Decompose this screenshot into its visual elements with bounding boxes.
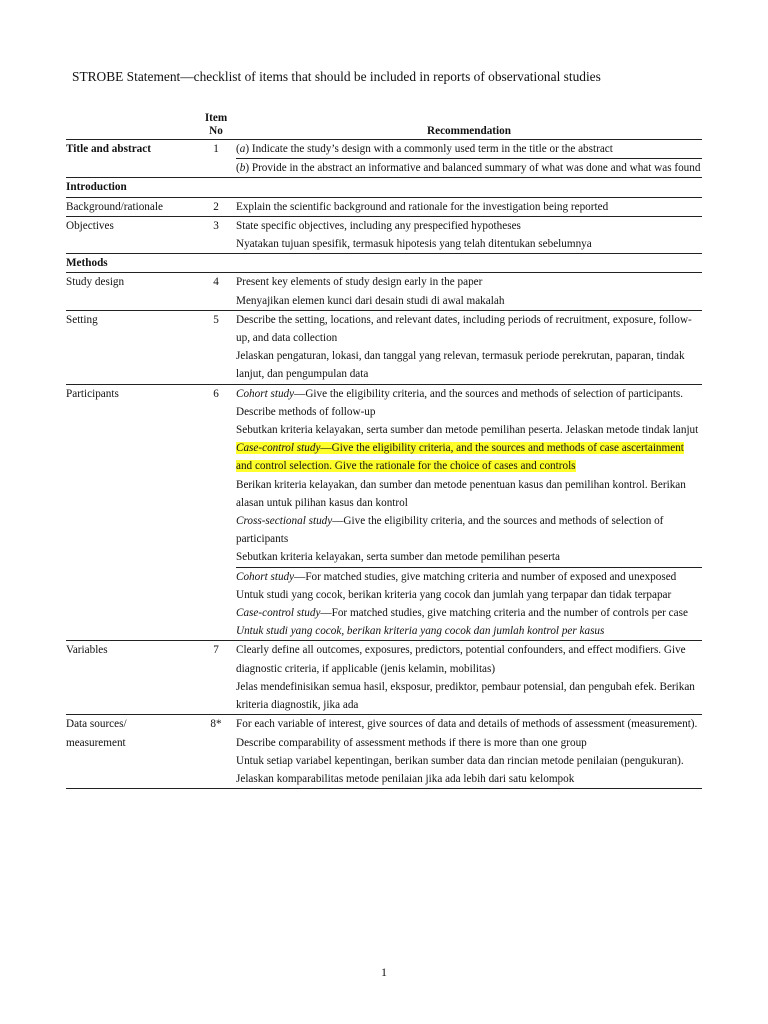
participants-part-b (236, 568, 702, 641)
row-recommendation (236, 216, 702, 253)
row-label (66, 715, 196, 789)
row-label-line2: measurement (66, 736, 126, 749)
recommendation-text: Clearly define all outcomes, exposures, predictors, potential confounders, and effect modifiers. Give diagnostic criteria, if applicable (jenis kelamin, mobilitas) (236, 644, 686, 675)
recommendation-b: (b) Provide in the abstract an informative and balanced summary of what was done and what was found (236, 162, 701, 175)
recommendation-translation: Jelas mendefinisikan semua hasil, eksposur, prediktor, pembaur potensial, dan pengubah efek. Berikan kriteria diagnostik, jika ada (236, 680, 695, 712)
row-recommendation (236, 140, 702, 178)
row-recommendation (236, 384, 702, 641)
header-item-line1: Item (204, 112, 228, 124)
participants-part-a (236, 385, 702, 568)
row-item-number: 3 (196, 216, 236, 253)
row-item-number: 5 (196, 310, 236, 384)
row-label: Objectives (66, 216, 196, 253)
row-item-number: 7 (196, 641, 236, 715)
row-recommendation (236, 641, 702, 715)
row-item-number: 4 (196, 273, 236, 310)
table-row-title-abstract (66, 140, 702, 178)
row-label: Background/rationale (66, 197, 196, 216)
case-control-translation: Berikan kriteria kelayakan, dan sumber dan metode penentuan kasus dan pemilihan kontrol. Berikan alasan untuk pilihan kasus dan kontrol (236, 478, 686, 509)
matched-case-control-text: Case-control study—For matched studies, give matching criteria and the number of controls per case (236, 607, 688, 620)
table-row-variables (66, 641, 702, 715)
row-recommendation: Explain the scientific background and rationale for the investigation being reported (236, 197, 702, 216)
row-item-number: 1 (196, 140, 236, 178)
row-recommendation (236, 715, 702, 789)
page-number: 1 (381, 965, 387, 979)
recommendation-text: Present key elements of study design early in the paper (236, 276, 483, 289)
section-row-introduction (66, 178, 702, 197)
header-item-no (196, 112, 236, 140)
cross-sectional-text: Cross-sectional study—Give the eligibility criteria, and the sources and methods of selection of participants (236, 515, 664, 546)
row-label: Study design (66, 273, 196, 310)
row-item-number: 6 (196, 384, 236, 641)
section-row-methods (66, 254, 702, 273)
matched-cohort-translation: Untuk studi yang cocok, berikan kriteria yang cocok dan jumlah yang terpapar dan tidak terpapar (236, 588, 672, 601)
row-label: Participants (66, 384, 196, 641)
row-item-number: 2 (196, 197, 236, 216)
row-label: Setting (66, 310, 196, 384)
table-row-data-sources (66, 715, 702, 789)
row-label: Variables (66, 641, 196, 715)
row-recommendation (236, 273, 702, 310)
table-row-objectives (66, 216, 702, 253)
table-row-setting (66, 310, 702, 384)
recommendation-a: (a) Indicate the study’s design with a commonly used term in the title or the abstract (236, 140, 702, 159)
table-row-study-design (66, 273, 702, 310)
header-section-cell (66, 112, 196, 140)
header-item-line2: No (209, 125, 223, 137)
row-label: Title and abstract (66, 140, 196, 178)
recommendation-translation: Nyatakan tujuan spesifik, termasuk hipotesis yang telah ditentukan sebelumnya (236, 238, 592, 251)
recommendation-translation: Menyajikan elemen kunci dari desain studi di awal makalah (236, 294, 505, 307)
cross-sectional-translation: Sebutkan kriteria kelayakan, serta sumber dan metode pemilihan peserta (236, 551, 561, 564)
recommendation-translation: Jelaskan pengaturan, lokasi, dan tanggal yang relevan, termasuk periode perekrutan, paparan, tindak lanjut, dan pengumpulan data (236, 350, 685, 381)
cohort-study-translation: Sebutkan kriteria kelayakan, serta sumber dan metode pemilihan peserta. Jelaskan metode tindak lanjut (236, 424, 699, 437)
recommendation-text: Describe the setting, locations, and relevant dates, including periods of recruitment, exposure, follow-up, and data collection (236, 313, 692, 345)
row-item-number: 8* (196, 715, 236, 789)
table-row-background (66, 197, 702, 216)
table-header-row (66, 112, 702, 140)
strobe-checklist-table (66, 112, 702, 789)
document-title: STROBE Statement—checklist of items that should be included in reports of observational studies (72, 69, 601, 84)
matched-cohort-text: Cohort study—For matched studies, give matching criteria and number of exposed and unexposed (236, 570, 677, 583)
recommendation-translation: Untuk setiap variabel kepentingan, berikan sumber data dan rincian metode penilaian (pengukuran). Jelaskan komparabilitas metode penilaian jika ada lebih dari satu kelompok (236, 754, 684, 785)
recommendation-text: For each variable of interest, give sources of data and details of methods of assessment (measurement). Describe comparability of assessment methods if there is more than one group (236, 718, 698, 749)
row-label-line1: Data sources/ (66, 718, 127, 731)
row-recommendation (236, 310, 702, 384)
matched-case-control-translation: Untuk studi yang cocok, berikan kriteria yang cocok dan jumlah kontrol per kasus (236, 625, 605, 638)
section-heading: Introduction (66, 178, 196, 197)
recommendation-text: State specific objectives, including any prespecified hypotheses (236, 219, 521, 232)
section-heading: Methods (66, 254, 196, 273)
table-row-participants (66, 384, 702, 641)
header-recommendation: Recommendation (236, 112, 702, 140)
case-control-text-highlighted: Case-control study—Give the eligibility criteria, and the sources and methods of case ascertainment and control selection. Give the rationale for the choice of cases and controls (236, 442, 684, 473)
cohort-study-text: Cohort study—Give the eligibility criteria, and the sources and methods of selection of participants. Describe methods of follow-up (236, 387, 684, 418)
